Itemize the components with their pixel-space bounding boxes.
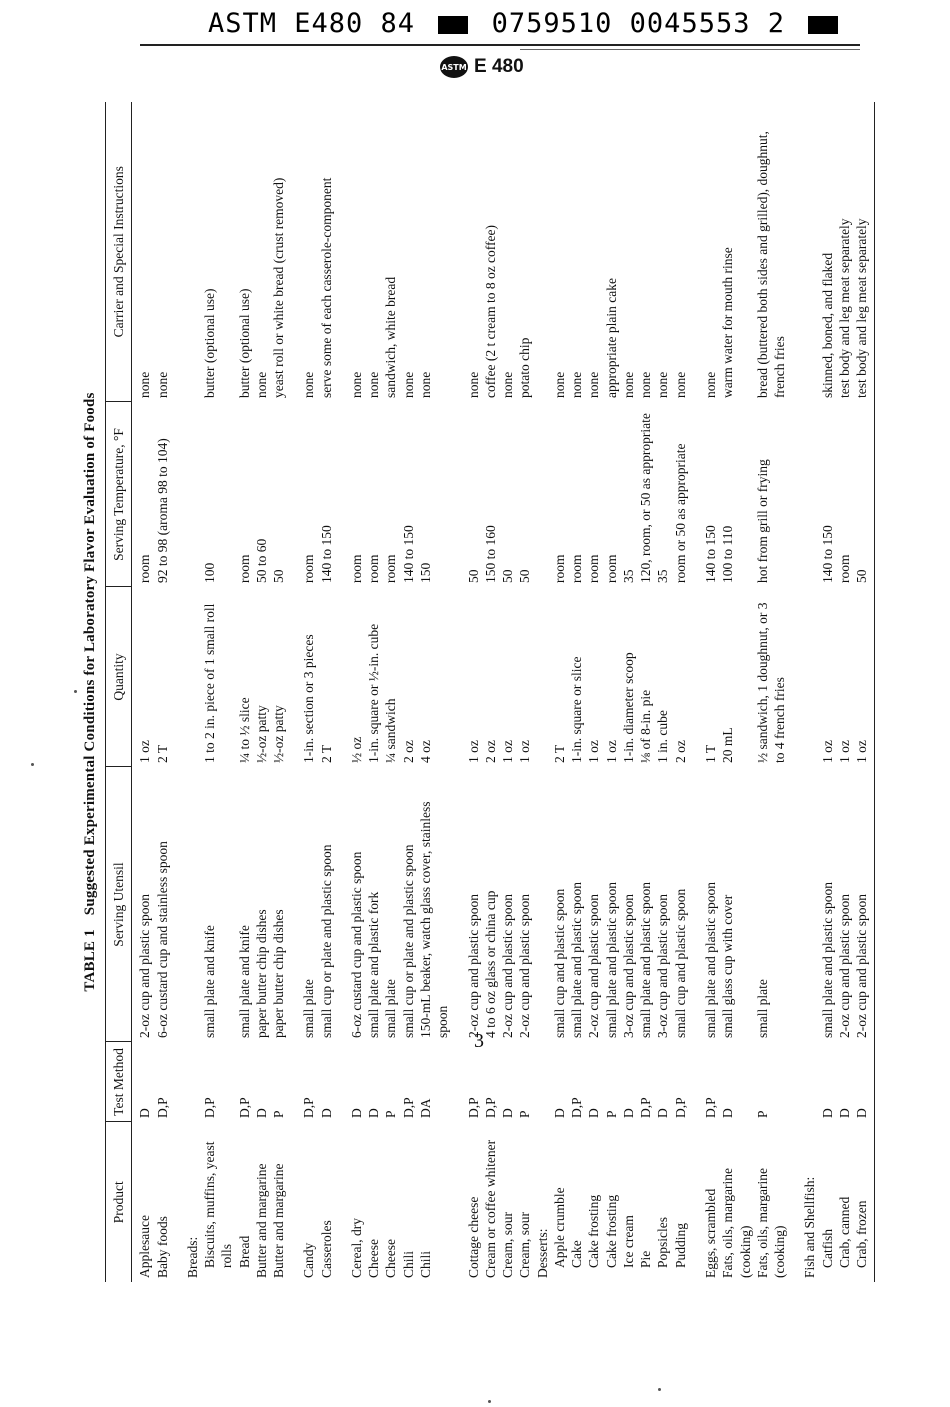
cell-serving-temperature (534, 402, 551, 587)
cell-serving-utensil: small plate and plastic spoon (638, 882, 654, 1038)
cell-serving-temperature: room (836, 554, 852, 583)
scan-speck (31, 763, 34, 766)
cell-carrier-instructions: none (301, 371, 317, 398)
cell-product: Cake (569, 1240, 585, 1268)
cell-quantity (171, 587, 201, 767)
cell-carrier-instructions: none (366, 371, 382, 398)
table-caption: Suggested Experimental Conditions for Laboratory Flavor Evaluation of Foods (82, 392, 98, 916)
cell-test-method: D (318, 1108, 334, 1118)
cell-serving-utensil: 2-oz cup and plastic spoon (586, 894, 602, 1038)
cell-serving-utensil: small glass cup with cover (720, 894, 736, 1038)
cell-test-method: D,P (154, 1097, 170, 1118)
cell-product: Cheese (366, 1239, 382, 1278)
table-row (853, 102, 875, 1282)
cell-serving-utensil: 2-oz cup and plastic spoon (137, 894, 153, 1038)
header-rule-secondary (520, 49, 860, 50)
cell-serving-utensil: small cup and plastic spoon (551, 888, 567, 1038)
column-header-carrier-instructions: Carrier and Special Instructions (106, 102, 132, 402)
cell-carrier-instructions: none (702, 371, 718, 398)
cell-serving-temperature: room (603, 554, 619, 583)
cell-quantity (788, 587, 818, 767)
cell-quantity: 1 oz (586, 740, 602, 763)
header-code-2: 0045553 (629, 8, 751, 39)
cell-serving-utensil: 2-oz cup and plastic spoon (465, 894, 481, 1038)
table-row (171, 102, 201, 1282)
cell-serving-utensil: small plate (301, 979, 317, 1038)
cell-carrier-instructions: serve some of each casserole-component (318, 177, 334, 398)
cell-test-method: D (720, 1108, 736, 1118)
cell-test-method: D,P (465, 1097, 481, 1118)
cell-serving-utensil: 3-oz cup and plastic spoon (655, 894, 671, 1038)
column-header-serving-temperature: Serving Temperature, °F (106, 402, 132, 587)
header-bar-mark (808, 16, 838, 34)
cell-product: Cream or coffee whitener (482, 1139, 498, 1278)
cell-carrier-instructions: skinned, boned, and flaked (819, 252, 835, 398)
table-row (620, 102, 637, 1282)
table-row (452, 102, 482, 1282)
table-row (253, 102, 270, 1282)
cell-carrier-instructions: none (620, 371, 636, 398)
cell-test-method: D,P (202, 1097, 218, 1118)
cell-quantity: ⅛ of 8-in. pie (638, 689, 654, 763)
cell-serving-utensil: paper butter chip dishes (271, 909, 287, 1038)
cell-test-method (534, 1042, 551, 1122)
astm-logo-icon: ASTM (440, 56, 468, 78)
cell-test-method: D,P (638, 1097, 654, 1118)
cell-serving-utensil: small cup or plate and plastic spoon (400, 844, 416, 1038)
cell-product: Eggs, scrambled (702, 1188, 718, 1278)
cell-serving-temperature: 120, room, or 50 as appropriate (638, 413, 654, 583)
table-row (270, 102, 287, 1282)
cell-quantity: 2 T (154, 744, 170, 763)
document-header-code (208, 8, 788, 39)
table-row (819, 102, 836, 1282)
cell-serving-temperature: 150 to 160 (482, 525, 498, 583)
cell-carrier-instructions: sandwich, white bread (383, 276, 399, 398)
table-header (106, 102, 132, 1282)
cell-serving-temperature: 140 to 150 (702, 525, 718, 583)
cell-carrier-instructions: test body and leg meat separately (836, 218, 852, 398)
cell-serving-temperature: room (366, 554, 382, 583)
cell-serving-utensil: small plate and plastic spoon (819, 882, 835, 1038)
header-rule (140, 44, 860, 46)
cell-product: Fats, oils, margarine (cooking) (754, 1168, 788, 1278)
cell-test-method (171, 1042, 201, 1122)
scan-speck (658, 1388, 661, 1391)
cell-test-method: P (383, 1110, 399, 1118)
cell-serving-temperature: 100 (202, 562, 218, 583)
cell-carrier-instructions: coffee (2 t cream to 8 oz coffee) (482, 224, 498, 398)
cell-product: Casseroles (318, 1220, 334, 1278)
cell-quantity: 1 T (702, 744, 718, 763)
cell-product: Crab, frozen (853, 1122, 875, 1282)
cell-test-method: D (836, 1108, 852, 1118)
cell-carrier-instructions: none (500, 371, 516, 398)
cell-quantity: 2 oz (400, 740, 416, 763)
cell-serving-temperature: 50 (853, 402, 875, 587)
cell-quantity: 1 oz (517, 740, 533, 763)
cell-test-method: D (137, 1108, 153, 1118)
cell-serving-utensil: 4 to 6 oz glass or china cup (482, 890, 498, 1038)
cell-quantity: 1-in. diameter scoop (620, 652, 636, 763)
cell-serving-temperature: 140 to 150 (400, 525, 416, 583)
cell-carrier-instructions: none (465, 371, 481, 398)
cell-serving-utensil: 3-oz cup and plastic spoon (620, 894, 636, 1038)
cell-quantity: ½-oz patty (271, 705, 287, 763)
flavor-evaluation-table (105, 102, 875, 1282)
cell-product: Cream, sour (517, 1212, 533, 1278)
cell-serving-utensil: 6-oz custard cup and stainless spoon (154, 841, 170, 1038)
cell-quantity (534, 587, 551, 767)
cell-serving-utensil: small plate and knife (202, 925, 218, 1038)
cell-quantity: 1 oz (500, 740, 516, 763)
table-row (382, 102, 399, 1282)
cell-serving-utensil: paper butter chip dishes (253, 909, 269, 1038)
cell-serving-temperature: 150 (417, 562, 433, 583)
cell-test-method: P (517, 1110, 533, 1118)
cell-serving-temperature: room (586, 554, 602, 583)
cell-test-method: D,P (672, 1097, 688, 1118)
page-number: 3 (474, 1030, 484, 1052)
cell-test-method: P (754, 1110, 770, 1118)
cell-product: Biscuits, muffins, yeast rolls (202, 1141, 235, 1268)
cell-product: Chili (400, 1250, 416, 1278)
cell-serving-temperature: 50 to 60 (253, 538, 269, 583)
table-row (654, 102, 671, 1282)
cell-carrier-instructions: none (655, 371, 671, 398)
cell-serving-utensil: small plate (754, 979, 770, 1038)
cell-product: Cream, sour (500, 1212, 516, 1278)
cell-carrier-instructions: none (672, 371, 688, 398)
cell-quantity: 1 oz (465, 740, 481, 763)
table-row (637, 102, 654, 1282)
cell-serving-utensil (534, 767, 551, 1042)
table-row (417, 102, 452, 1282)
cell-serving-utensil: 2-oz cup and plastic spoon (500, 894, 516, 1038)
cell-carrier-instructions: none (348, 371, 364, 398)
cell-test-method: D (655, 1108, 671, 1118)
cell-serving-temperature: 50 (517, 569, 533, 583)
cell-serving-temperature: 35 (655, 569, 671, 583)
table-row (689, 102, 719, 1282)
standard-label (440, 56, 524, 78)
cell-test-method (788, 1042, 818, 1122)
cell-product: Breads: (184, 1236, 200, 1278)
table-row (132, 102, 154, 1282)
astm-designation: ASTM E480 84 (208, 8, 416, 39)
cell-test-method: D (586, 1108, 602, 1118)
table-row (499, 102, 516, 1282)
cell-product: Cottage cheese (465, 1196, 481, 1278)
table-row (154, 102, 171, 1282)
cell-product: Pie (638, 1250, 654, 1268)
cell-quantity: 2 oz (672, 740, 688, 763)
cell-product: Ice cream (620, 1215, 636, 1268)
cell-carrier-instructions: none (137, 371, 153, 398)
table-row (400, 102, 417, 1282)
cell-carrier-instructions: potato chip (517, 337, 533, 398)
cell-quantity: 1-in. section or 3 pieces (301, 634, 317, 763)
cell-test-method: D,P (482, 1097, 498, 1118)
cell-quantity: ½-oz patty (253, 705, 269, 763)
cell-serving-temperature: room (551, 554, 567, 583)
cell-quantity: 20 mL (720, 727, 736, 763)
header-code-3: 2 (767, 8, 785, 39)
cell-carrier-instructions: butter (optional use) (236, 288, 252, 398)
cell-serving-temperature (788, 402, 818, 587)
cell-test-method: P (271, 1110, 287, 1118)
cell-test-method: D (620, 1108, 636, 1118)
cell-quantity: 1 oz (819, 740, 835, 763)
cell-carrier-instructions: butter (optional use) (202, 288, 218, 398)
cell-test-method: D (253, 1108, 269, 1118)
cell-serving-utensil: 2-oz cup and plastic spoon (517, 894, 533, 1038)
table-row (516, 102, 533, 1282)
header-bar-mark (438, 16, 468, 34)
table-title (75, 102, 105, 1282)
cell-product: Baby foods (154, 1216, 170, 1278)
cell-serving-temperature: 100 to 110 (720, 525, 736, 583)
cell-serving-temperature: room or 50 as appropriate (672, 443, 688, 583)
cell-serving-temperature (171, 402, 201, 587)
cell-serving-utensil: small plate and plastic spoon (702, 882, 718, 1038)
cell-serving-temperature: 92 to 98 (aroma 98 to 104) (154, 438, 170, 583)
table-row (754, 102, 789, 1282)
cell-serving-utensil: small cup and plastic spoon (672, 888, 688, 1038)
cell-product: Fish and Shellfish: (802, 1176, 818, 1278)
cell-test-method: D,P (236, 1097, 252, 1118)
cell-test-method: D (853, 1042, 875, 1122)
cell-serving-temperature: room (301, 554, 317, 583)
table-row (318, 102, 335, 1282)
column-header-serving-utensil: Serving Utensil (106, 767, 132, 1042)
table-row (482, 102, 499, 1282)
cell-test-method: D,P (400, 1097, 416, 1118)
cell-serving-utensil: small plate and plastic fork (366, 891, 382, 1038)
cell-product: Cake frosting (586, 1194, 602, 1268)
cell-serving-temperature: 50 (271, 569, 287, 583)
cell-carrier-instructions: none (253, 371, 269, 398)
cell-quantity: 4 oz (417, 740, 433, 763)
cell-serving-utensil: 6-oz custard cup and plastic spoon (348, 851, 364, 1038)
cell-serving-utensil: 2-oz cup and plastic spoon (836, 894, 852, 1038)
cell-serving-utensil: small plate and plastic spoon (569, 882, 585, 1038)
cell-product: Chili (417, 1250, 433, 1278)
cell-serving-utensil: small cup or plate and plastic spoon (318, 844, 334, 1038)
cell-quantity: 2 T (551, 744, 567, 763)
cell-carrier-instructions (534, 102, 551, 402)
cell-product: Bread (236, 1235, 252, 1268)
column-header-test-method: Test Method (106, 1042, 132, 1122)
cell-test-method: D (819, 1108, 835, 1118)
cell-quantity: 1 oz (853, 587, 875, 767)
cell-quantity: ¼ to ½ slice (236, 697, 252, 763)
cell-serving-utensil: 2-oz cup and plastic spoon (853, 767, 875, 1042)
scan-speck (74, 690, 77, 693)
cell-carrier-instructions (171, 102, 201, 402)
rotated-table-container (75, 102, 885, 1282)
cell-quantity: 1 oz (137, 740, 153, 763)
table-row (788, 102, 818, 1282)
cell-serving-temperature: 35 (620, 569, 636, 583)
cell-serving-utensil: small plate (383, 979, 399, 1038)
table-row (201, 102, 236, 1282)
cell-carrier-instructions: warm water for mouth rinse (720, 247, 736, 398)
table-row (365, 102, 382, 1282)
cell-quantity: 1 in. cube (655, 710, 671, 763)
cell-test-method: D (348, 1108, 364, 1118)
cell-product: Cheese (383, 1239, 399, 1278)
cell-serving-utensil: 150-mL beaker, watch glass cover, stainless spoon (417, 801, 451, 1038)
cell-quantity: 1 to 2 in. piece of 1 small roll (202, 603, 218, 763)
cell-carrier-instructions: none (551, 371, 567, 398)
table-row (603, 102, 620, 1282)
table-row (534, 102, 551, 1282)
cell-serving-utensil (171, 767, 201, 1042)
cell-product: Applesauce (137, 1215, 153, 1278)
cell-quantity: 2 oz (482, 740, 498, 763)
cell-quantity: ½ sandwich, 1 doughnut, or 3 to 4 french fries (754, 602, 788, 763)
cell-carrier-instructions: yeast roll or white bread (crust removed) (271, 177, 287, 398)
cell-quantity: 1 oz (836, 740, 852, 763)
cell-serving-temperature: room (236, 554, 252, 583)
column-header-quantity: Quantity (106, 587, 132, 767)
cell-quantity: 2 T (318, 744, 334, 763)
cell-serving-temperature: room (348, 554, 364, 583)
table-number: TABLE 1 (82, 929, 98, 992)
cell-serving-temperature: hot from grill or frying (754, 459, 770, 583)
table-body (132, 102, 875, 1282)
cell-test-method: D,P (702, 1097, 718, 1118)
cell-product: Butter and margarine (253, 1163, 269, 1278)
table-row (836, 102, 853, 1282)
table-row (719, 102, 754, 1282)
cell-quantity: 1-in. square or ½-in. cube (366, 623, 382, 763)
cell-test-method: D (366, 1108, 382, 1118)
cell-serving-temperature: room (137, 554, 153, 583)
cell-product: Desserts: (534, 1228, 550, 1278)
table-row (585, 102, 602, 1282)
cell-product: Cake frosting (603, 1194, 619, 1268)
cell-test-method: D,P (569, 1097, 585, 1118)
cell-carrier-instructions: none (154, 371, 170, 398)
cell-carrier-instructions: none (417, 371, 433, 398)
column-header-product: Product (106, 1122, 132, 1282)
cell-product: Apple crumble (551, 1187, 567, 1268)
cell-product: Pudding (672, 1222, 688, 1268)
cell-serving-temperature: room (569, 554, 585, 583)
cell-serving-temperature: 140 to 150 (318, 525, 334, 583)
cell-carrier-instructions: none (569, 371, 585, 398)
cell-carrier-instructions: test body and leg meat separately (853, 102, 875, 402)
cell-carrier-instructions: none (638, 371, 654, 398)
cell-product: Popsicles (655, 1216, 671, 1268)
cell-carrier-instructions: none (586, 371, 602, 398)
cell-serving-utensil: small plate and knife (236, 925, 252, 1038)
cell-quantity: 1-in. square or slice (569, 656, 585, 763)
cell-product: Cereal, dry (348, 1218, 364, 1278)
table-row (287, 102, 317, 1282)
cell-carrier-instructions (788, 102, 818, 402)
cell-test-method: D (551, 1108, 567, 1118)
cell-quantity: ¼ sandwich (383, 698, 399, 763)
scan-speck (488, 1400, 491, 1403)
cell-quantity: 1 oz (603, 740, 619, 763)
table-row (236, 102, 253, 1282)
cell-test-method: P (603, 1110, 619, 1118)
cell-quantity: ½ oz (348, 736, 364, 763)
cell-product: Candy (301, 1242, 317, 1278)
table-row (551, 102, 568, 1282)
cell-serving-utensil (788, 767, 818, 1042)
cell-test-method: D,P (301, 1097, 317, 1118)
table-row (672, 102, 689, 1282)
header-code-1: 0759510 (491, 8, 613, 39)
cell-test-method: DA (417, 1098, 433, 1118)
cell-serving-temperature: 50 (500, 569, 516, 583)
cell-product: Fats, oils, margarine (cooking) (720, 1168, 753, 1278)
cell-serving-temperature: 140 to 150 (819, 525, 835, 583)
cell-carrier-instructions: appropriate plain cake (603, 278, 619, 398)
cell-product: Butter and margarine (271, 1163, 287, 1278)
table-row (568, 102, 585, 1282)
cell-test-method: D (500, 1108, 516, 1118)
cell-carrier-instructions: bread (buttered both sides and grilled), doughnut, french fries (754, 131, 788, 398)
cell-serving-temperature: 50 (465, 569, 481, 583)
table-row (335, 102, 365, 1282)
cell-serving-temperature: room (383, 554, 399, 583)
cell-product: Catfish (819, 1229, 835, 1268)
cell-serving-utensil: small plate and plastic spoon (603, 882, 619, 1038)
standard-number: E 480 (474, 56, 524, 77)
cell-product: Crab, canned (836, 1196, 852, 1268)
cell-carrier-instructions: none (400, 371, 416, 398)
